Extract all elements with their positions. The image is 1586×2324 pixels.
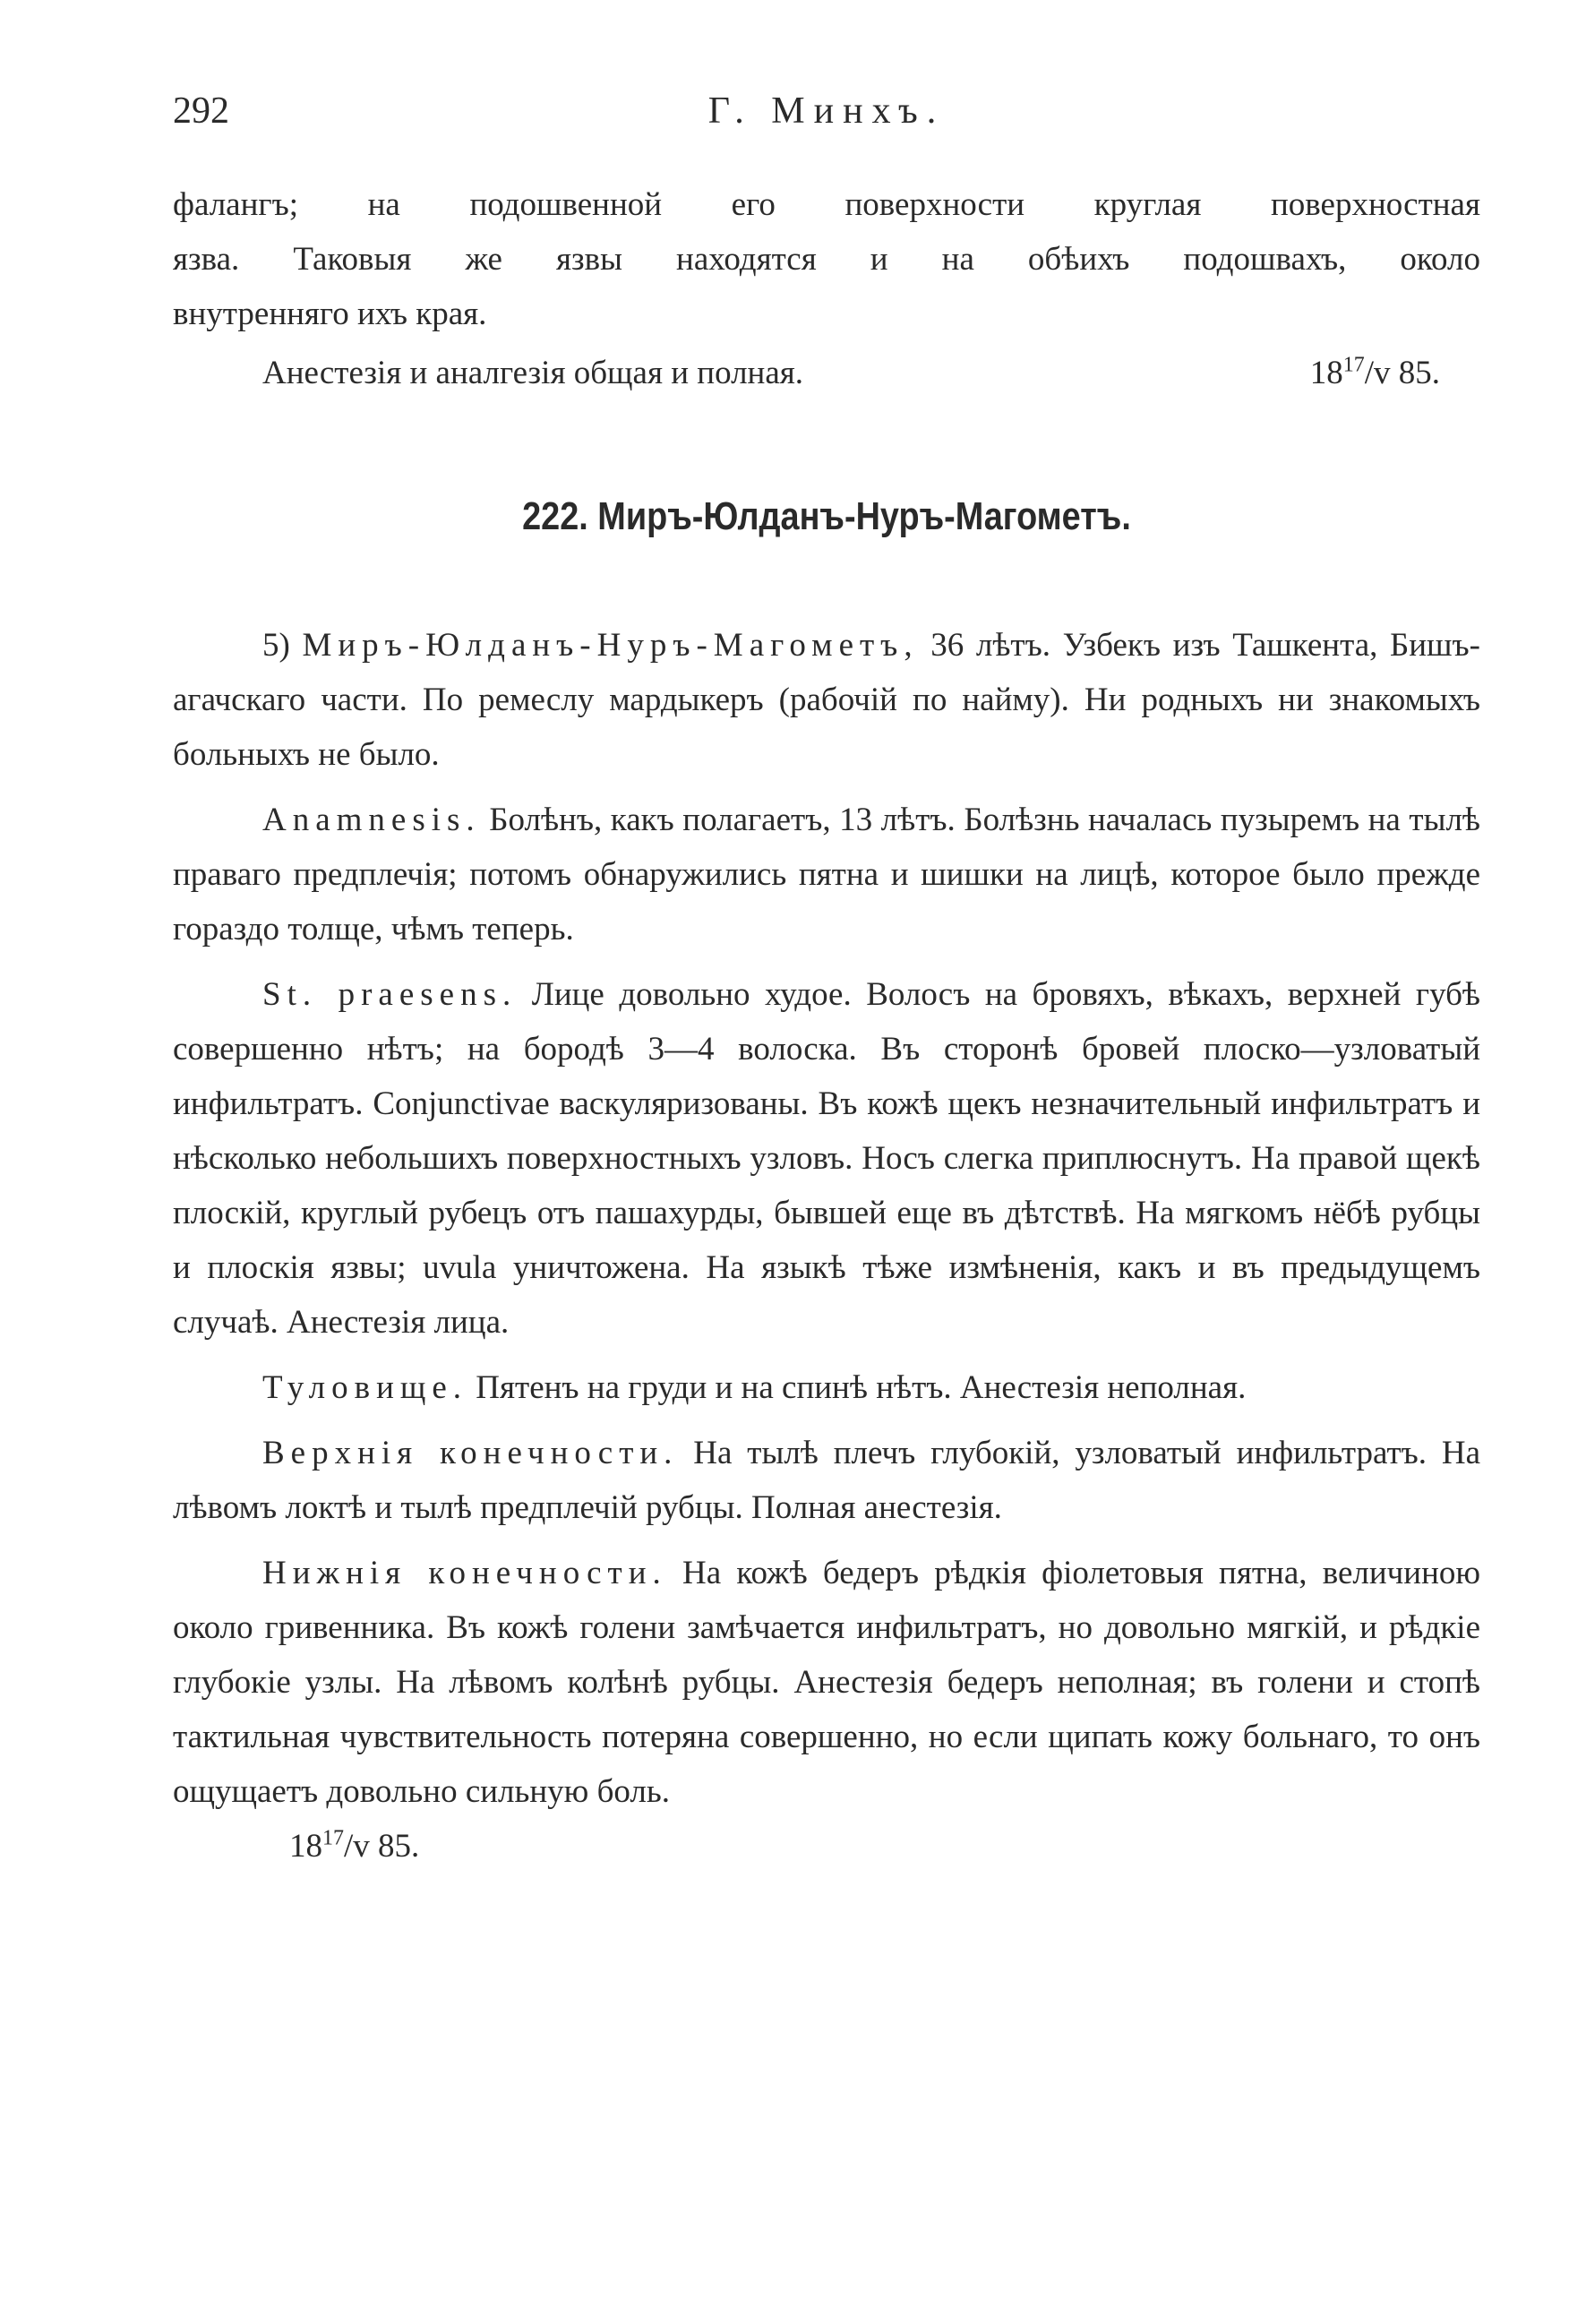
anamnesis-label: Anamnesis. [262, 802, 481, 838]
praesens-paragraph [173, 967, 1480, 1350]
text-line: фалангъ; на подошвенной его поверхности круглая поверхностная [173, 186, 1480, 223]
case-heading: 222. Миръ-Юлданъ-Нуръ-Магометъ. [522, 494, 1131, 538]
closing-text: Анестезія и аналгезія общая и полная. [262, 355, 804, 391]
date-rest: /v 85. [344, 1828, 420, 1865]
trunk-paragraph [173, 1360, 1480, 1415]
closing-paragraph [173, 346, 1480, 400]
praesens-label: St. praesens. [262, 976, 518, 1013]
top-block [173, 177, 1480, 400]
intro-text: 36 лѣтъ. Узбекъ изъ Ташкента, Бишъ-агачскаго части. По ремеслу мардыкеръ (рабочій по найму). Ни родныхъ ни знакомыхъ больныхъ не было. [173, 627, 1481, 773]
upper-limbs-text: На тылѣ плечъ глубокій, узловатый инфильтратъ. На лѣвомъ локтѣ и тылѣ предплечій рубцы. Полная анестезія. [173, 1435, 1481, 1526]
text-line: язва. Таковыя же язвы находятся и на обѣихъ подошвахъ, около [173, 241, 1480, 278]
date-sup: 17 [1342, 353, 1365, 377]
case-date [173, 1819, 1480, 1874]
upper-limbs-paragraph [173, 1426, 1480, 1535]
anamnesis-text: Болѣнъ, какъ полагаетъ, 13 лѣтъ. Болѣзнь началась пузыремъ на тылѣ праваго предплечія; потомъ обнаружились пятна и шишки на лицѣ, которое было прежде гораздо толще, чѣмъ теперь. [173, 802, 1480, 948]
case-body [173, 618, 1480, 1874]
patient-name: Миръ-Юлданъ-Нуръ-Магометъ, [302, 627, 919, 664]
trunk-text: Пятенъ на груди и на спинѣ нѣтъ. Анестезія неполная. [476, 1369, 1247, 1406]
intro-paragraph [173, 618, 1480, 782]
closing-date [1221, 346, 1440, 400]
lower-limbs-text: На кожѣ бедеръ рѣдкія фіолетовыя пятна, величиною около гривенника. Въ кожѣ голени замѣчается инфильтратъ, но довольно мягкій, и рѣдкіе глубокіе узлы. На лѣвомъ колѣнѣ рубцы. Анестезія бедеръ неполная; въ голени и стопѣ тактильная чувствительность потеряна совершенно, но если щипать кожу больнаго, то онъ ощущаетъ довольно сильную боль. [173, 1555, 1481, 1810]
lower-limbs-paragraph [173, 1546, 1480, 1819]
lower-limbs-label: Нижнія конечности. [262, 1555, 667, 1591]
running-head: Г. Минхъ. [707, 90, 946, 132]
date-day: 18 [1309, 355, 1343, 391]
date-rest: /v 85. [1364, 355, 1440, 391]
page-number: 292 [173, 90, 229, 132]
intro-number: 5) [262, 627, 290, 664]
date-day: 18 [289, 1828, 322, 1865]
anamnesis-paragraph [173, 793, 1480, 956]
text-line: внутренняго ихъ края. [173, 296, 487, 332]
date-sup: 17 [322, 1826, 344, 1850]
trunk-label: Туловище. [262, 1369, 468, 1406]
page-header [173, 90, 1480, 143]
upper-limbs-label: Верхнія конечности. [262, 1435, 679, 1471]
praesens-text: Лице довольно худое. Волосъ на бровяхъ, вѣкахъ, верхней губѣ совершенно нѣтъ; на бородѣ 3—4 волоска. Въ сторонѣ бровей плоско—узловатый инфильтратъ. Conjunctivae васкуляризованы. Въ кожѣ щекъ незначительный инфильтратъ и нѣсколько небольшихъ поверхностныхъ узловъ. Носъ слегка приплюснутъ. На правой щекѣ плоскій, круглый рубецъ отъ пашахурды, бывшей еще въ дѣтствѣ. На мягкомъ нёбѣ рубцы и плоскія язвы; uvula уничтожена. На языкѣ тѣже измѣненія, какъ и въ предыдущемъ случаѣ. Анестезія лица. [173, 976, 1480, 1341]
